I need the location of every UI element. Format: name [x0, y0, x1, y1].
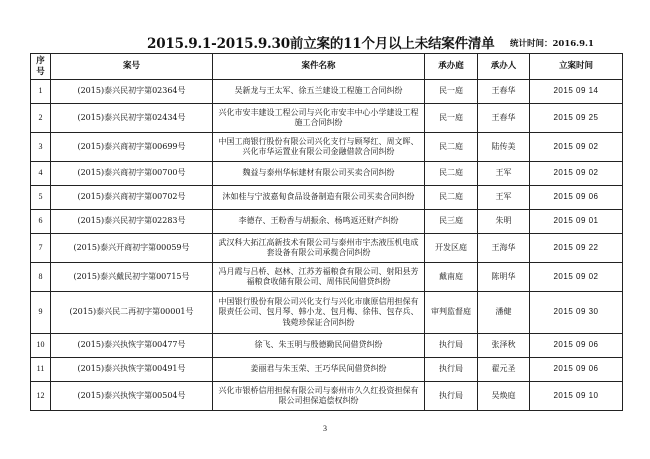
cell-seq: 11 — [31, 358, 51, 382]
header-judge: 承办人 — [478, 54, 530, 80]
cell-court: 戴南庭 — [425, 263, 478, 292]
cell-judge: 陈明华 — [478, 263, 530, 292]
cell-seq: 5 — [31, 186, 51, 210]
cell-seq: 6 — [31, 210, 51, 234]
cell-filing-date: 2015 09 01 — [530, 210, 623, 234]
cell-filing-date: 2015 09 10 — [530, 382, 623, 411]
cell-judge: 张泽秋 — [478, 334, 530, 358]
cell-case-no: (2015)泰兴商初字第00702号 — [51, 186, 213, 210]
cell-court: 民二庭 — [425, 162, 478, 186]
cell-seq: 7 — [31, 234, 51, 263]
cell-judge: 朱明 — [478, 210, 530, 234]
header-seq: 序号 — [31, 54, 51, 80]
cell-case-name: 沐如桂与宁波嘉甸食品设备制造有限公司买卖合同纠纷 — [213, 186, 425, 210]
cell-court: 民一庭 — [425, 104, 478, 133]
cell-judge: 王军 — [478, 162, 530, 186]
cell-judge: 翟元圣 — [478, 358, 530, 382]
header-case-name: 案件名称 — [213, 54, 425, 80]
cell-case-no: (2015)泰兴商初字第00699号 — [51, 133, 213, 162]
cell-seq: 1 — [31, 80, 51, 104]
header-filing-date: 立案时间 — [530, 54, 623, 80]
table-row — [31, 80, 623, 104]
cell-case-no: (2015)泰兴民初字第02283号 — [51, 210, 213, 234]
cell-filing-date: 2015 09 02 — [530, 133, 623, 162]
cell-judge: 吴焕庭 — [478, 382, 530, 411]
cell-filing-date: 2015 09 06 — [530, 334, 623, 358]
cell-court: 民二庭 — [425, 186, 478, 210]
cell-seq: 3 — [31, 133, 51, 162]
cell-case-name: 姜丽君与朱玉荣、王巧华民间借贷纠纷 — [213, 358, 425, 382]
cell-court: 民三庭 — [425, 210, 478, 234]
cell-seq: 2 — [31, 104, 51, 133]
cell-filing-date: 2015 09 30 — [530, 292, 623, 334]
table-header-row — [31, 54, 623, 80]
cell-judge: 王春华 — [478, 104, 530, 133]
header-case-no: 案号 — [51, 54, 213, 80]
cell-court: 开发区庭 — [425, 234, 478, 263]
cell-seq: 12 — [31, 382, 51, 411]
cell-case-no: (2015)泰兴执恢字第00477号 — [51, 334, 213, 358]
page-number: 3 — [323, 424, 327, 433]
cell-case-no: (2015)泰兴开商初字第00059号 — [51, 234, 213, 263]
cell-case-name: 徐飞、朱玉明与殷德勤民间借贷纠纷 — [213, 334, 425, 358]
cell-filing-date: 2015 09 14 — [530, 80, 623, 104]
cell-filing-date: 2015 09 06 — [530, 186, 623, 210]
cell-filing-date: 2015 09 02 — [530, 162, 623, 186]
table-row — [31, 263, 623, 292]
cell-judge: 王春华 — [478, 80, 530, 104]
cell-seq: 10 — [31, 334, 51, 358]
cell-case-name: 兴化市银桥信用担保有限公司与泰州市久久红投资担保有限公司担保追偿权纠纷 — [213, 382, 425, 411]
cell-case-name: 武汉科大拓江高新技术有限公司与泰州市宇杰液压机电成套设备有限公司承揽合同纠纷 — [213, 234, 425, 263]
cell-seq: 9 — [31, 292, 51, 334]
cell-court: 执行局 — [425, 334, 478, 358]
cell-case-name: 李德存、王粉香与胡振余、杨鸣返还财产纠纷 — [213, 210, 425, 234]
cell-case-name: 魏益与泰州华标建材有限公司买卖合同纠纷 — [213, 162, 425, 186]
table-row — [31, 334, 623, 358]
header-court: 承办庭 — [425, 54, 478, 80]
cell-case-no: (2015)泰兴民初字第02434号 — [51, 104, 213, 133]
cell-court: 审判监督庭 — [425, 292, 478, 334]
cell-case-no: (2015)泰兴执恢字第00504号 — [51, 382, 213, 411]
cell-case-name: 冯月霞与吕桥、赵林、江苏芳福粮食有限公司、射阳县芳福粮食收储有限公司、周伟民间借贷纠纷 — [213, 263, 425, 292]
cell-case-name: 兴化市安丰建设工程公司与兴化市安丰中心小学建设工程施工合同纠纷 — [213, 104, 425, 133]
statistics-time: 统计时间：2016.9.1 — [510, 39, 594, 49]
table-row — [31, 358, 623, 382]
cell-filing-date: 2015 09 06 — [530, 358, 623, 382]
table-row — [31, 186, 623, 210]
cell-judge: 潘健 — [478, 292, 530, 334]
cell-case-no: (2015)泰兴民初字第02364号 — [51, 80, 213, 104]
cell-case-name: 中国银行股份有限公司兴化支行与兴化市康原信用担保有限责任公司、包月琴、韩小龙、包月梅、徐伟、包存兵、钱菀珍保证合同纠纷 — [213, 292, 425, 334]
table-row — [31, 104, 623, 133]
table-row — [31, 292, 623, 334]
cell-filing-date: 2015 09 25 — [530, 104, 623, 133]
cell-judge: 王海华 — [478, 234, 530, 263]
table-row — [31, 382, 623, 411]
cell-seq: 8 — [31, 263, 51, 292]
cell-judge: 王军 — [478, 186, 530, 210]
cell-case-no: (2015)泰兴戴民初字第00715号 — [51, 263, 213, 292]
cell-seq: 4 — [31, 162, 51, 186]
cell-court: 执行局 — [425, 358, 478, 382]
cell-case-no: (2015)泰兴商初字第00700号 — [51, 162, 213, 186]
cell-filing-date: 2015 09 02 — [530, 263, 623, 292]
cell-case-name: 中国工商银行股份有限公司兴化支行与顾琴红、周文晖、兴化市华运置业有限公司金融借款合同纠纷 — [213, 133, 425, 162]
cell-court: 民二庭 — [425, 133, 478, 162]
document-title: 2015.9.1-2015.9.30前立案的11个月以上未结案件清单 — [147, 36, 495, 52]
case-table — [30, 53, 623, 411]
cell-filing-date: 2015 09 22 — [530, 234, 623, 263]
cell-case-no: (2015)泰兴执恢字第00491号 — [51, 358, 213, 382]
cell-court: 执行局 — [425, 382, 478, 411]
table-row — [31, 234, 623, 263]
table-row — [31, 210, 623, 234]
table-row — [31, 162, 623, 186]
cell-case-name: 吴新龙与王太军、徐五兰建设工程施工合同纠纷 — [213, 80, 425, 104]
cell-judge: 陆传美 — [478, 133, 530, 162]
cell-court: 民一庭 — [425, 80, 478, 104]
table-row — [31, 133, 623, 162]
cell-case-no: (2015)泰兴民二再初字第00001号 — [51, 292, 213, 334]
